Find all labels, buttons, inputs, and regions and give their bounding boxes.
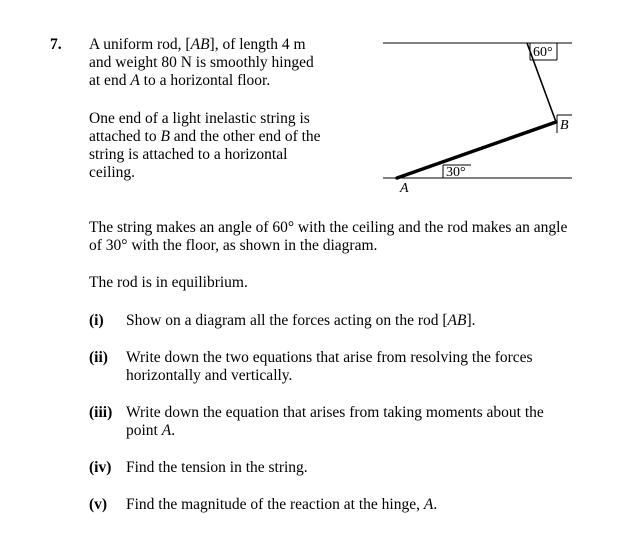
part-label: (v) <box>89 496 108 513</box>
string-line-2: attached to B and the other end of the <box>89 128 321 145</box>
part-line: horizontally and vertically. <box>126 367 293 384</box>
angle-line-1: The string makes an angle of 60° with the ceiling and the rod makes an angle <box>89 219 568 236</box>
string-line-4: ceiling. <box>89 164 136 181</box>
part-line: Find the tension in the string. <box>126 459 308 476</box>
part-label: (ii) <box>89 349 108 366</box>
equilibrium-statement <box>89 274 248 292</box>
equilibrium-line: The rod is in equilibrium. <box>89 274 248 291</box>
intro-line-3: at end A to a horizontal floor. <box>89 72 271 89</box>
angle-line-2: of 30° with the floor, as shown in the diagram. <box>89 237 378 254</box>
angle-description <box>89 219 567 255</box>
part-line: Find the magnitude of the reaction at the hinge, A. <box>126 496 438 513</box>
part-label: (iv) <box>89 459 112 476</box>
intro-line-2: and weight 80 N is smoothly hinged <box>89 54 314 71</box>
part-line: Write down the equation that arises from taking moments about the <box>126 404 544 421</box>
string-line-3: string is attached to a horizontal <box>89 146 288 163</box>
part-text <box>126 312 476 330</box>
part-text <box>126 496 437 514</box>
point-b-label: B <box>560 118 569 133</box>
part-label: (i) <box>89 312 104 329</box>
part-text <box>126 404 544 440</box>
part-text <box>126 459 308 477</box>
part-line: point A. <box>126 422 176 439</box>
part-label: (iii) <box>89 404 113 421</box>
part-line: Write down the two equations that arise from resolving the forces <box>126 349 533 366</box>
point-a-label: A <box>400 181 409 196</box>
rod-diagram <box>0 0 635 200</box>
part-text <box>126 349 533 385</box>
question-number: 7. <box>50 36 62 53</box>
rod-ab <box>397 122 556 178</box>
intro-line-1: A uniform rod, [AB], of length 4 m <box>89 36 306 53</box>
floor-angle-label: 30° <box>446 165 466 180</box>
string-line-1: One end of a light inelastic string is <box>89 110 310 127</box>
part-line: Show on a diagram all the forces acting on the rod [AB]. <box>126 312 476 329</box>
ceiling-angle-label: 60° <box>533 45 553 60</box>
